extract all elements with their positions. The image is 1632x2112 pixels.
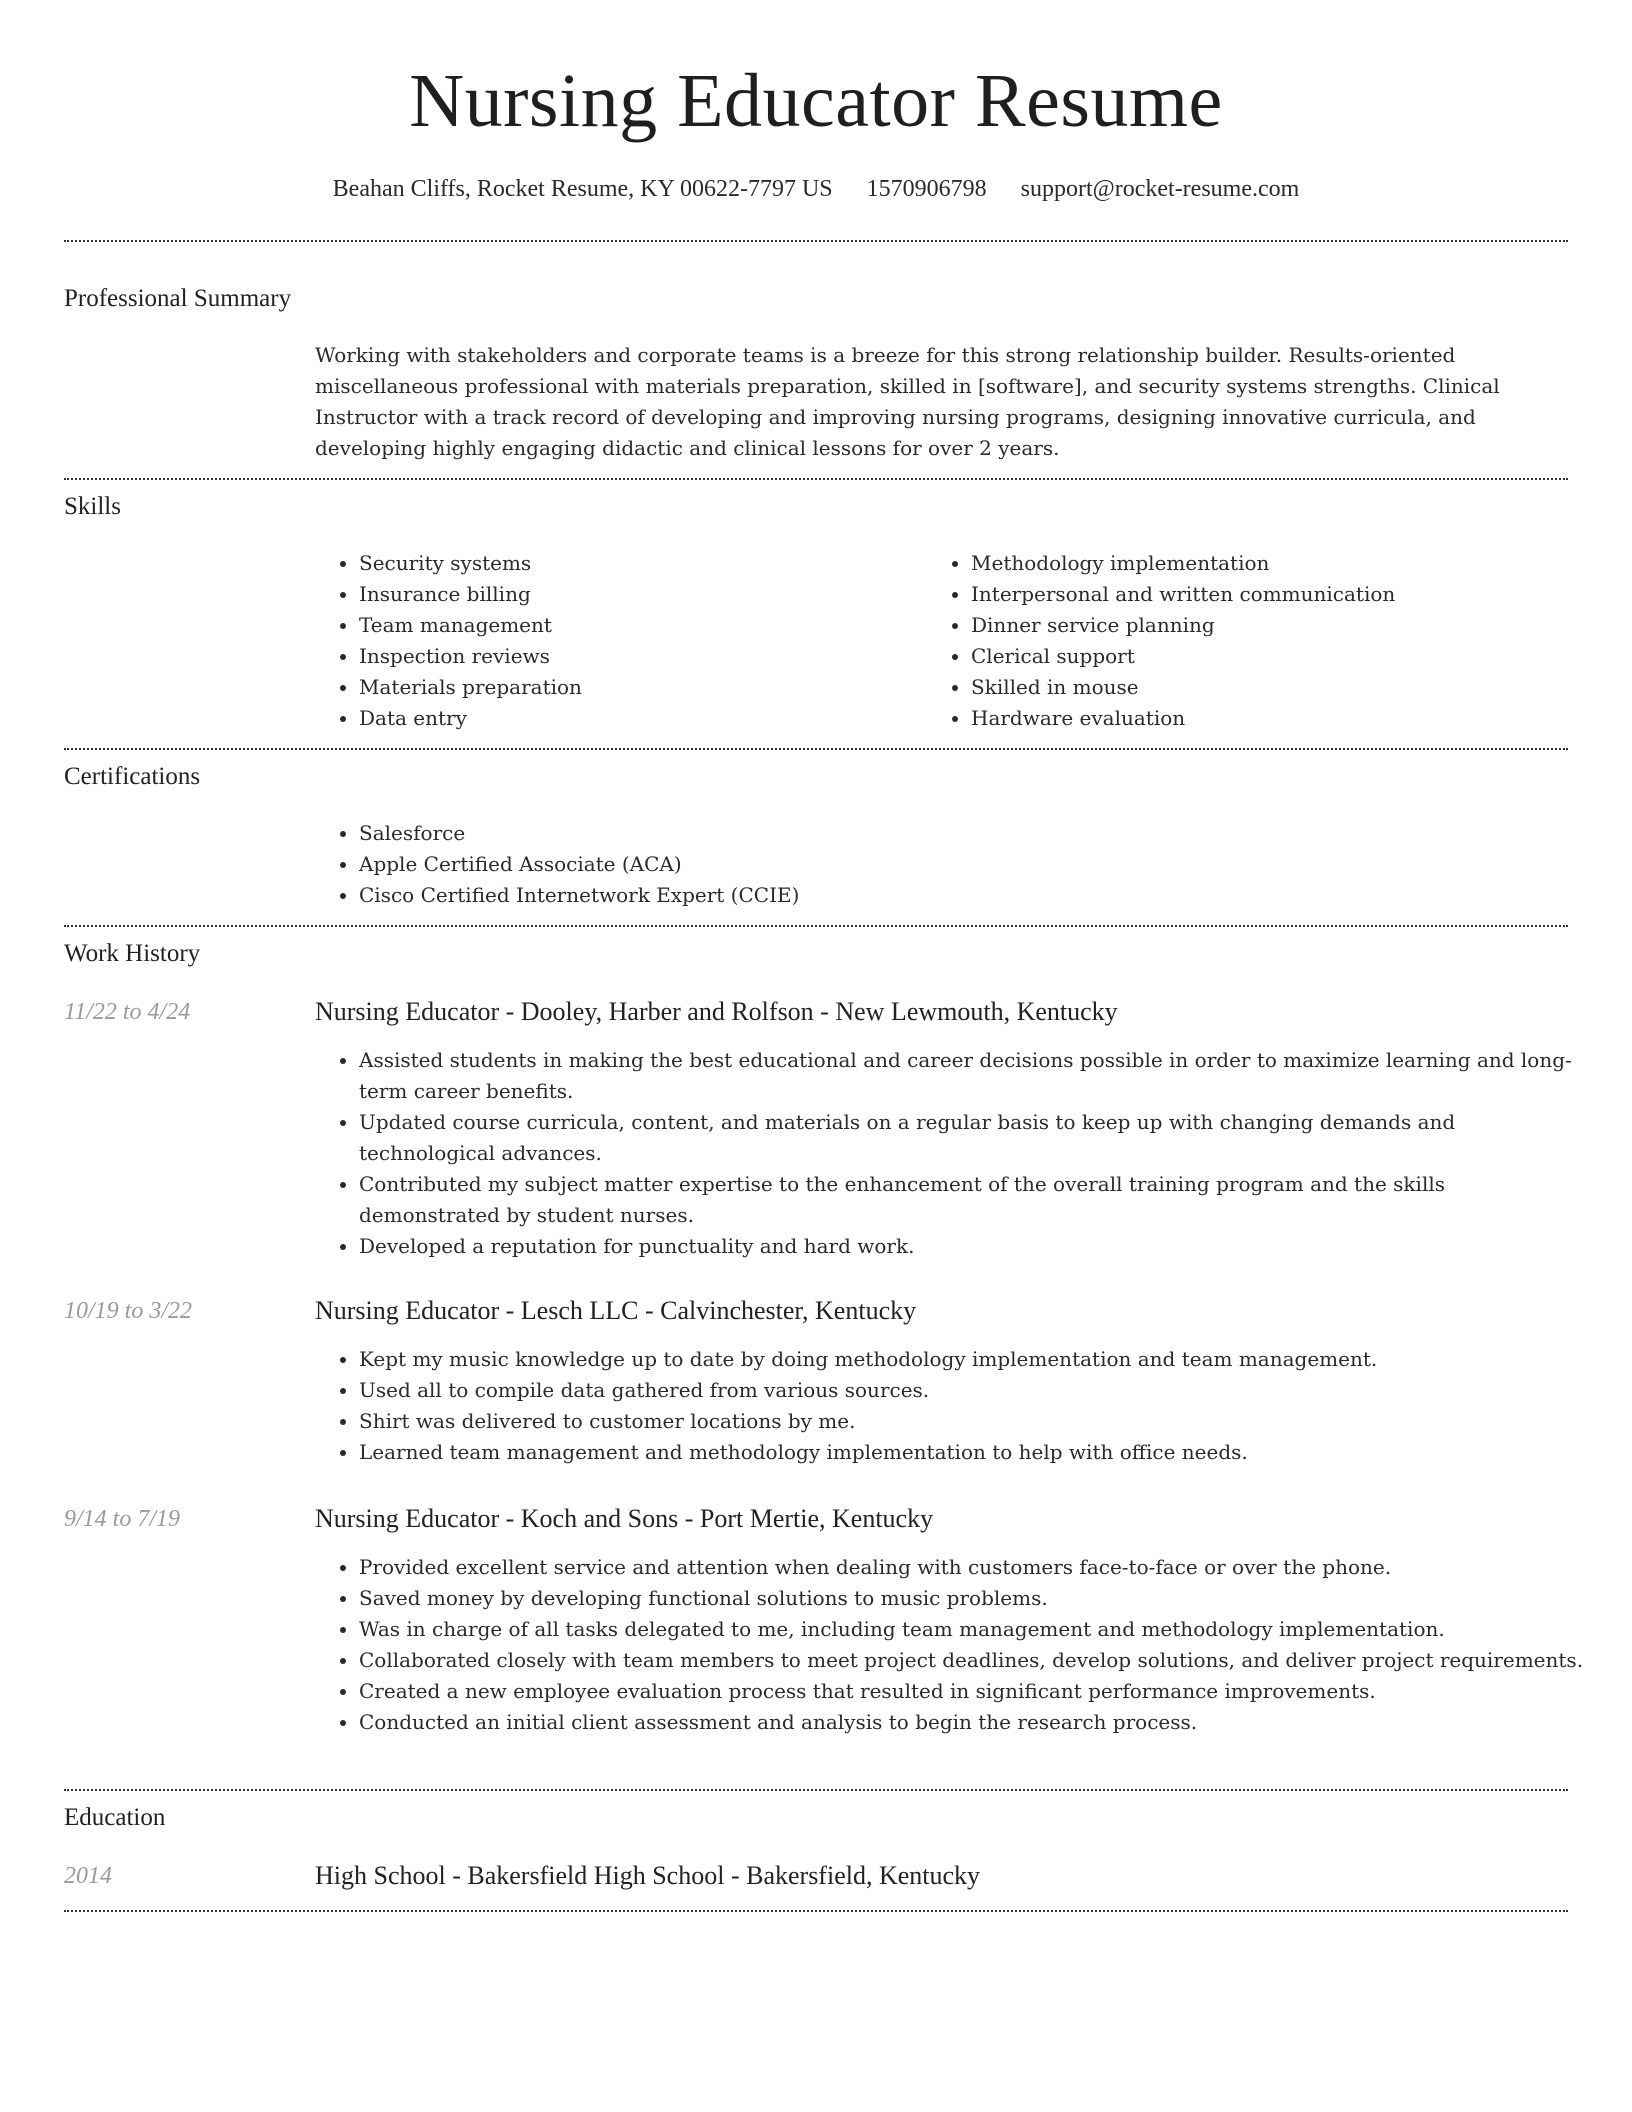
certification-item: • Salesforce: [359, 818, 1559, 849]
education-year: 2014: [64, 1863, 112, 1889]
certifications-list: [315, 818, 1559, 911]
skill-item: • Clerical support: [971, 641, 1591, 672]
job-bullet: • Provided excellent service and attention when dealing with customers face-to-face or over the phone.: [359, 1552, 1584, 1583]
job-bullet: • Was in charge of all tasks delegated to me, including team management and methodology implementation.: [359, 1614, 1584, 1645]
skill-item: • Insurance billing: [359, 579, 919, 610]
contact-line: [0, 171, 1632, 207]
job-dates: 11/22 to 4/24: [64, 999, 191, 1025]
skill-item: • Data entry: [359, 703, 919, 734]
work-history-heading: Work History: [64, 940, 201, 967]
job-bullets: [315, 1552, 1584, 1738]
job-bullet: • Collaborated closely with team members to meet project deadlines, develop solutions, and deliver project requirements.: [359, 1645, 1584, 1676]
skill-item: • Security systems: [359, 548, 919, 579]
job-bullet: • Kept my music knowledge up to date by doing methodology implementation and team management.: [359, 1344, 1584, 1375]
summary-text: Working with stakeholders and corporate teams is a breeze for this strong relationship builder. Results-oriented miscellaneous professional with materials preparation, skilled in [software], and security systems strengths. Clinical Instructor with a track record of developing and improving nursing programs, designing innovative curricula, and developing highly engaging didactic and clinical lessons for over 2 years.: [315, 343, 1500, 460]
contact-email: support@rocket-resume.com: [1020, 176, 1300, 202]
section-divider: [64, 1789, 1568, 1791]
job-bullet: • Learned team management and methodology implementation to help with office needs.: [359, 1437, 1584, 1468]
education-title: High School - Bakersfield High School - Bakersfield, Kentucky: [315, 1861, 981, 1890]
section-divider: [64, 240, 1568, 242]
job-title: Nursing Educator - Dooley, Harber and Rolfson - New Lewmouth, Kentucky: [315, 997, 1118, 1026]
job-bullet: • Saved money by developing functional solutions to music problems.: [359, 1583, 1584, 1614]
certification-item: • Apple Certified Associate (ACA): [359, 849, 1559, 880]
job-bullets: [315, 1045, 1584, 1262]
skill-item: • Methodology implementation: [971, 548, 1591, 579]
certification-item: • Cisco Certified Internetwork Expert (CCIE): [359, 880, 1559, 911]
section-divider: [64, 748, 1568, 750]
section-divider: [64, 478, 1568, 480]
skills-list-right: [927, 548, 1591, 734]
resume-title: Nursing Educator Resume: [409, 59, 1223, 143]
skill-item: • Inspection reviews: [359, 641, 919, 672]
education-heading: Education: [64, 1804, 166, 1831]
summary-heading: Professional Summary: [64, 285, 292, 312]
job-title: Nursing Educator - Koch and Sons - Port Mertie, Kentucky: [315, 1504, 934, 1533]
certifications-heading: Certifications: [64, 763, 201, 790]
section-divider: [64, 925, 1568, 927]
skills-list-left: [315, 548, 919, 734]
skill-item: • Hardware evaluation: [971, 703, 1591, 734]
section-divider: [64, 1910, 1568, 1912]
job-bullet: • Updated course curricula, content, and materials on a regular basis to keep up with changing demands and technological advances.: [359, 1107, 1584, 1169]
job-bullet: • Used all to compile data gathered from various sources.: [359, 1375, 1584, 1406]
skill-item: • Interpersonal and written communication: [971, 579, 1591, 610]
job-dates: 9/14 to 7/19: [64, 1506, 181, 1532]
job-dates: 10/19 to 3/22: [64, 1298, 193, 1324]
contact-address: Beahan Cliffs, Rocket Resume, KY 00622-7797 US: [332, 176, 833, 202]
job-bullet: • Contributed my subject matter expertise to the enhancement of the overall training program and the skills demonstrated by student nurses.: [359, 1169, 1584, 1231]
skill-item: • Materials preparation: [359, 672, 919, 703]
skill-item: • Dinner service planning: [971, 610, 1591, 641]
job-bullet: • Assisted students in making the best educational and career decisions possible in order to maximize learning and long-term career benefits.: [359, 1045, 1584, 1107]
skills-heading: Skills: [64, 493, 121, 520]
job-bullet: • Shirt was delivered to customer locations by me.: [359, 1406, 1584, 1437]
skill-item: • Team management: [359, 610, 919, 641]
contact-phone: 1570906798: [866, 176, 987, 202]
skill-item: • Skilled in mouse: [971, 672, 1591, 703]
job-bullet: • Created a new employee evaluation process that resulted in significant performance improvements.: [359, 1676, 1584, 1707]
job-bullets: [315, 1344, 1584, 1468]
job-bullet: • Conducted an initial client assessment and analysis to begin the research process.: [359, 1707, 1584, 1738]
job-title: Nursing Educator - Lesch LLC - Calvinchester, Kentucky: [315, 1296, 917, 1325]
job-bullet: • Developed a reputation for punctuality and hard work.: [359, 1231, 1584, 1262]
